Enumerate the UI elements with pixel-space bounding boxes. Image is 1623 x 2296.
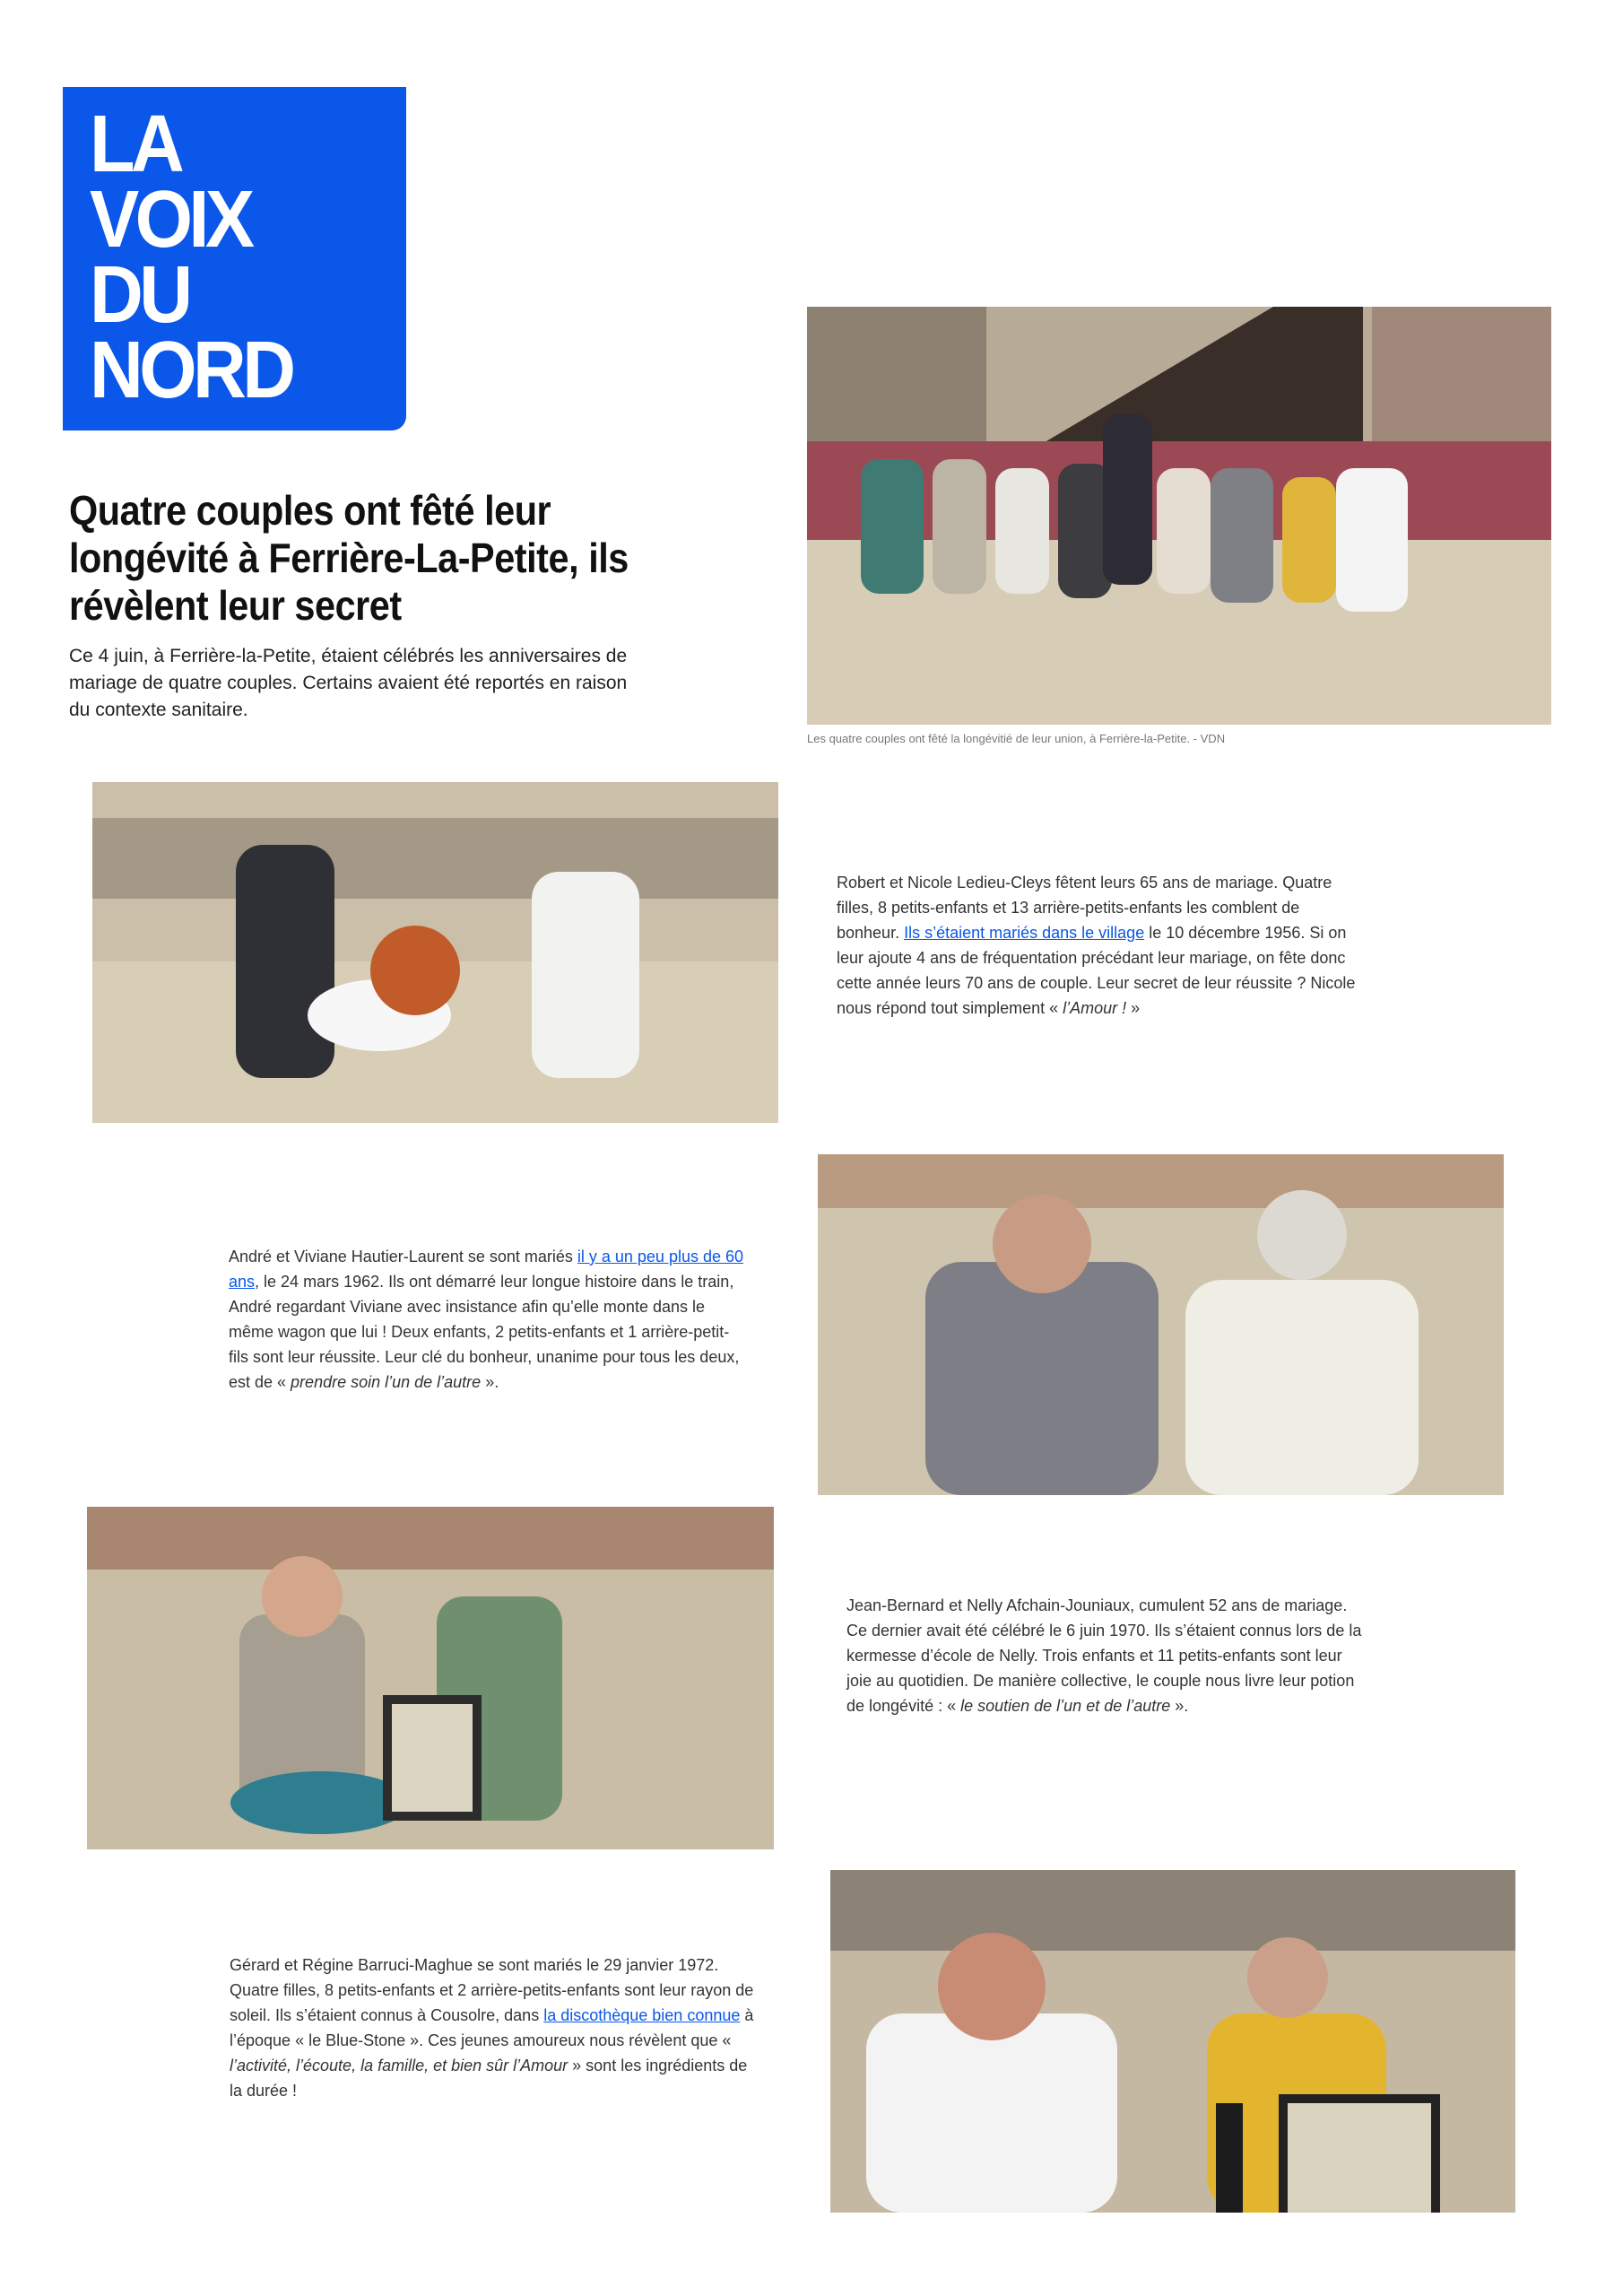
article-chapo: Ce 4 juin, à Ferrière-la-Petite, étaient célébrés les anniversaires de mariage de quatre couples. Certains avaient été reportés en raison du contexte sanitaire. [69, 646, 628, 720]
section-link[interactable]: il y a un peu plus de 60 ans [229, 1248, 744, 1291]
section-link[interactable]: Ils s’étaient mariés dans le village [904, 924, 1145, 942]
logo-line: VOIX [90, 175, 251, 265]
section-link[interactable]: la discothèque bien connue [543, 2006, 741, 2024]
article-title: Quatre couples ont fêté leur longévité à Ferrière-La-Petite, ils révèlent leur secret [69, 487, 629, 629]
section-text-hautier: André et Viviane Hautier-Laurent se sont mariés il y a un peu plus de 60 ans, le 24 mars 1962. Ils ont démarré leur longue histoire dans le train, André regardant Viviane avec insistance afin qu’elle monte dans le même wagon que lui ! Deux enfants, 2 petits-enfants et 1 arrière-petit-fils sont leur réussite. Leur clé du bonheur, unanime pour tous les deux, est de « prendre soin l’un de l’autre ». [229, 1248, 744, 1391]
section-text-ledieu: Robert et Nicole Ledieu-Cleys fêtent leurs 65 ans de mariage. Quatre filles, 8 petits-enfants et 13 arrière-petits-enfants les comblent de bonheur. Ils s’étaient mariés dans le village le 10 décembre 1956. Si on leur ajoute 4 ans de fréquentation précédant leur mariage, on fête donc cette année leurs 70 ans de couple. Leur secret de leur réussite ? Nicole nous répond tout simplement « l’Amour ! » [837, 874, 1356, 1017]
logo-line: NORD [90, 326, 292, 415]
couple-photo-barruci[interactable] [830, 1870, 1515, 2213]
logo-text [90, 100, 292, 415]
main-photo[interactable] [807, 307, 1551, 725]
photo-caption: Les quatre couples ont fêté la longévitié de leur union, à Ferrière-la-Petite. - VDN [807, 732, 1226, 745]
couple-photo-ledieu[interactable] [92, 782, 778, 1123]
section-text-afchain: Jean-Bernard et Nelly Afchain-Jouniaux, cumulent 52 ans de mariage. Ce dernier avait été célébré le 6 juin 1970. Ils s’étaient connus lors de la kermesse d’école de Nelly. Trois enfants et 11 petits-enfants sont leur joie au quotidien. De manière collective, le couple nous livre leur potion de longévité : « le soutien de l’un et de l’autre ». [846, 1596, 1362, 1715]
logo-line: DU [90, 250, 189, 340]
logo-line: LA [90, 100, 181, 189]
section-text-barruci: Gérard et Régine Barruci-Maghue se sont mariés le 29 janvier 1972. Quatre filles, 8 petits-enfants et 2 arrière-petits-enfants sont leur rayon de soleil. Ils s’étaient connus à Cousolre, dans la discothèque bien connue à l’époque « le Blue-Stone ». Ces jeunes amoureux nous révèlent que « l’activité, l’écoute, la famille, et bien sûr l’Amour » sont les ingrédients de la durée ! [230, 1956, 754, 2100]
site-logo[interactable] [63, 87, 406, 430]
couple-photo-hautier[interactable] [818, 1154, 1504, 1495]
couple-photo-afchain[interactable] [87, 1507, 774, 1849]
